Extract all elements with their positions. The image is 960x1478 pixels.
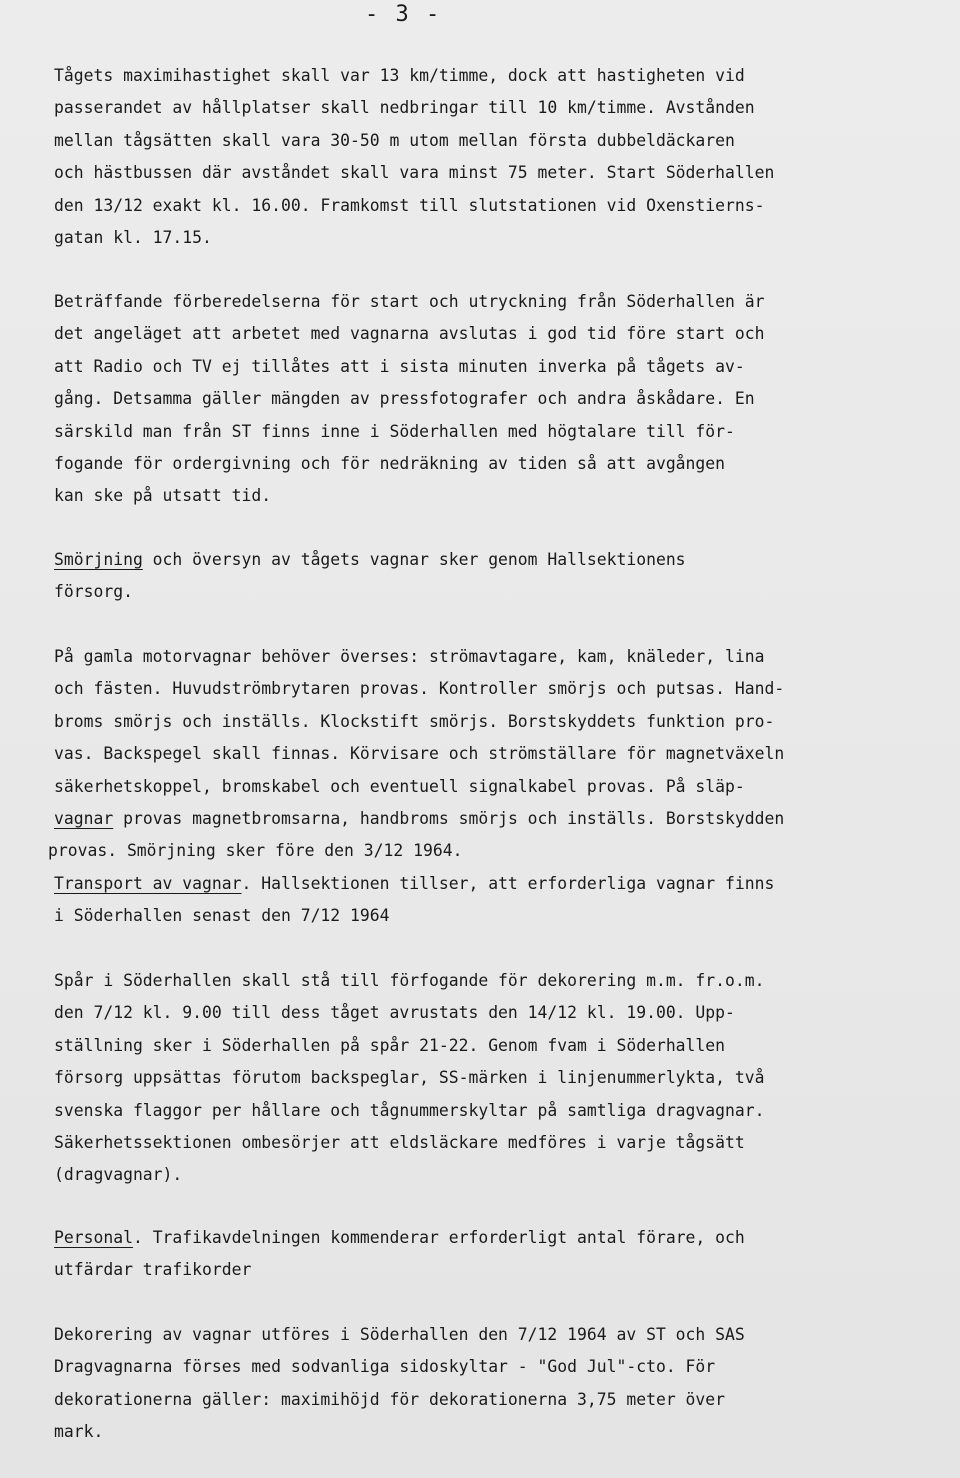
text-line: dekorationerna gäller: maximihöjd för dekorationerna 3,75 meter över xyxy=(54,1389,726,1409)
text-line: särskild man från ST finns inne i Söderhallen med högtalare till för- xyxy=(54,421,735,441)
text-line: försorg uppsättas förutom backspeglar, SS-märken i linjenummerlykta, två xyxy=(54,1068,765,1088)
text-line: den 7/12 kl. 9.00 till dess tåget avrustats den 14/12 kl. 19.00. Upp- xyxy=(54,1003,735,1023)
paragraph-decoration xyxy=(54,1319,894,1449)
paragraph-lubrication xyxy=(54,544,894,609)
paragraph-speed xyxy=(54,60,894,254)
section-heading-transport: Transport av vagnar xyxy=(54,874,242,893)
text-line: vas. Backspegel skall finnas. Körvisare och strömställare för magnetväxeln xyxy=(54,744,785,764)
text-line: broms smörjs och inställs. Klockstift smörjs. Borstskyddets funktion pro- xyxy=(54,711,775,731)
text-line: gång. Detsamma gäller mängden av pressfotografer och andra åskådare. En xyxy=(54,389,755,409)
text-line: kan ske på utsatt tid. xyxy=(54,486,272,506)
paragraph-tracks xyxy=(54,965,894,1192)
text-line: Dragvagnarna förses med sodvanliga sidoskyltar - "God Jul"-cto. För xyxy=(54,1357,716,1377)
text-line: Dekorering av vagnar utföres i Söderhallen den 7/12 1964 av ST och SAS xyxy=(54,1325,745,1344)
text-line: det angeläget att arbetet med vagnarna avslutas i god tid före start och xyxy=(54,324,765,344)
paragraph-motorcars xyxy=(48,641,894,868)
text-line: På gamla motorvagnar behöver överses: strömavtagare, kam, knäleder, lina xyxy=(54,647,765,666)
text-line: den 13/12 exakt kl. 16.00. Framkomst till slutstationen vid Oxenstierns- xyxy=(54,195,765,215)
text-line: passerandet av hållplatser skall nedbringar till 10 km/timme. Avstånden xyxy=(54,98,755,118)
section-heading-personnel: Personal xyxy=(54,1228,133,1247)
text-line: mellan tågsätten skall vara 30-50 m utom mellan första dubbeldäckaren xyxy=(54,130,735,150)
text-line: Säkerhetssektionen ombesörjer att eldsläckare medföres i varje tågsätt xyxy=(54,1133,745,1153)
text-line: Tågets maximihastighet skall var 13 km/timme, dock att hastigheten vid xyxy=(54,66,745,85)
text-line: säkerhetskoppel, bromskabel och eventuell signalkabel provas. På släp- xyxy=(54,776,745,796)
text-line: Spår i Söderhallen skall stå till förfogande för dekorering m.m. fr.o.m. xyxy=(54,971,765,990)
text-line: (dragvagnar). xyxy=(54,1165,183,1185)
section-heading-trailers: vagnar xyxy=(54,809,114,829)
text-line: och fästen. Huvudströmbrytaren provas. Kontroller smörjs och putsas. Hand- xyxy=(54,679,785,699)
paragraph-transport xyxy=(54,868,894,933)
text-line: fogande för ordergivning och för nedräkning av tiden så att avgången xyxy=(54,454,726,474)
text-line: Beträffande förberedelserna för start och utryckning från Söderhallen är xyxy=(54,292,765,311)
text-line: Transport av vagnar. Hallsektionen tillser, att erforderliga vagnar finns xyxy=(54,874,775,893)
text-line: i Söderhallen senast den 7/12 1964 xyxy=(54,906,390,926)
text-line: vagnar provas magnetbromsarna, handbroms smörjs och inställs. Borstskydden xyxy=(54,809,785,829)
text-line: provas. Smörjning sker före den 3/12 1964. xyxy=(48,841,463,861)
text-line: Personal. Trafikavdelningen kommenderar erforderligt antal förare, och xyxy=(54,1228,745,1247)
text-line: utfärdar trafikorder xyxy=(54,1260,252,1280)
section-heading-lubrication: Smörjning xyxy=(54,550,143,569)
text-line: svenska flaggor per hållare och tågnummerskyltar på samtliga dragvagnar. xyxy=(54,1100,765,1120)
paragraph-preparations xyxy=(54,286,894,513)
page-number: - 3 - xyxy=(365,2,442,27)
text-line: försorg. xyxy=(54,582,133,602)
text-line: Smörjning och översyn av tågets vagnar sker genom Hallsektionens xyxy=(54,550,686,569)
text-line: att Radio och TV ej tillåtes att i sista minuten inverka på tågets av- xyxy=(54,356,745,376)
paragraph-personnel xyxy=(54,1222,894,1287)
text-line: ställning sker i Söderhallen på spår 21-22. Genom fvam i Söderhallen xyxy=(54,1035,726,1055)
text-line: gatan kl. 17.15. xyxy=(54,228,212,248)
text-line: mark. xyxy=(54,1422,104,1442)
text-line: och hästbussen där avståndet skall vara minst 75 meter. Start Söderhallen xyxy=(54,163,775,183)
